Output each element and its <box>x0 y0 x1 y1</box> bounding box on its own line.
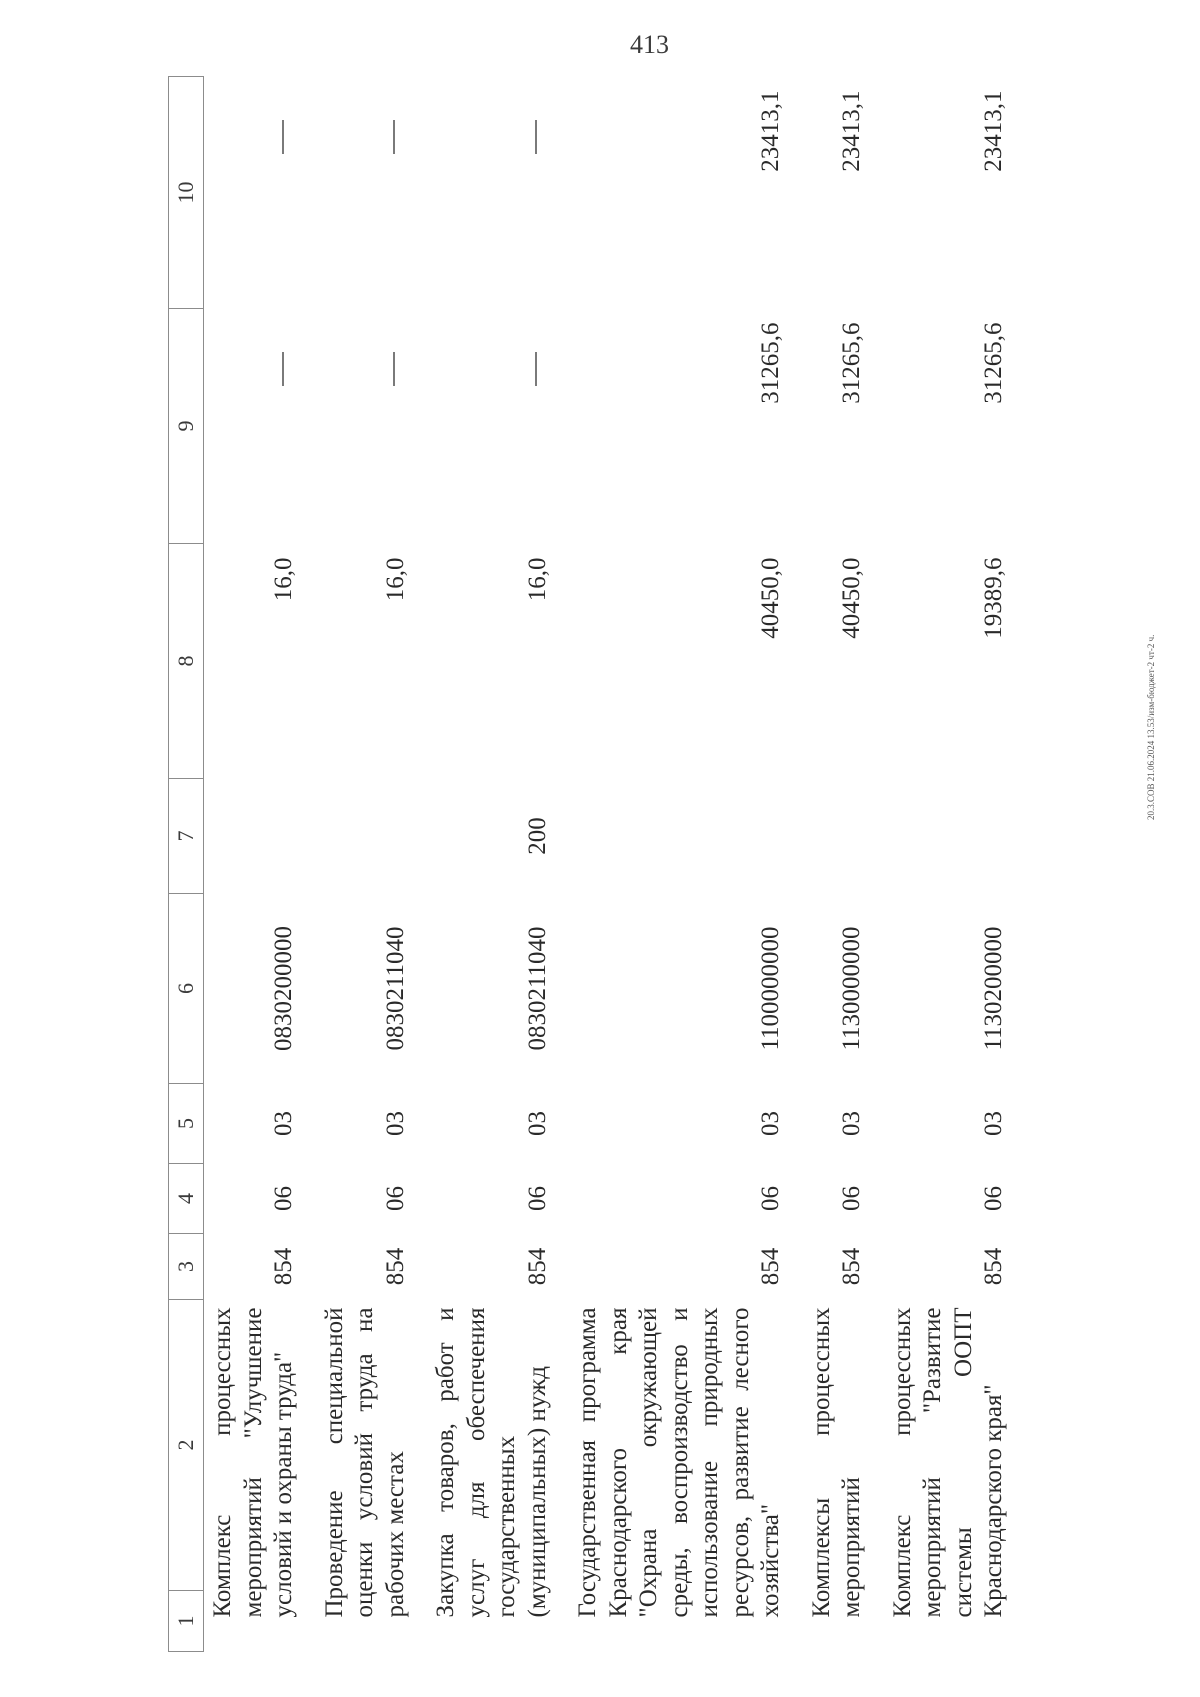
header-col-6: 6 <box>169 894 204 1084</box>
row-year2: 31265,6 <box>980 322 1007 404</box>
row-ved: 854 <box>270 1247 297 1286</box>
dash-mark <box>282 121 284 155</box>
row-csr: 1130200000 <box>980 926 1007 1051</box>
row-year3 <box>427 77 569 309</box>
row-csr: 0830211040 <box>523 926 551 1051</box>
header-col-1: 1 <box>169 1590 203 1651</box>
row-pr: 03 <box>838 1111 865 1136</box>
row-ved: 854 <box>838 1247 865 1286</box>
table-row <box>316 77 428 1652</box>
header-col-3: 3 <box>169 1234 204 1300</box>
row-year2 <box>427 309 569 544</box>
row-year3: 23413,1 <box>838 90 865 172</box>
header-col-5: 5 <box>169 1084 204 1164</box>
row-rz: 06 <box>523 1186 551 1211</box>
row-year1: 16,0 <box>270 557 297 602</box>
dash-mark <box>282 353 284 387</box>
row-name: Государственная программа Краснодарского края "Охрана окружающей среды, воспроизводство и использование природных ресурсов, развитие лесного хозяйства" <box>574 1307 784 1618</box>
row-csr: 0830200000 <box>270 926 297 1051</box>
row-year3: 23413,1 <box>757 90 784 172</box>
row-ved: 854 <box>980 1247 1007 1286</box>
table-header-row <box>169 77 204 1652</box>
header-cell <box>169 1300 204 1652</box>
row-name: Комплекс процессных мероприятий "Развитие системы ООПТ Краснодарского края" <box>888 1307 1007 1618</box>
dash-mark <box>535 353 537 387</box>
table-row <box>427 77 569 1652</box>
header-col-7: 7 <box>169 779 204 894</box>
row-vr <box>569 779 803 894</box>
row-pr: 03 <box>381 1111 409 1136</box>
table-row <box>204 77 316 1652</box>
row-rz: 06 <box>980 1186 1007 1211</box>
rotated-table-container <box>168 77 1198 1652</box>
row-pr: 03 <box>757 1111 784 1136</box>
row-pr: 03 <box>980 1111 1007 1136</box>
row-rz: 06 <box>757 1186 784 1211</box>
budget-table <box>168 76 1026 1652</box>
row-name: Комплекс процессных мероприятий "Улучшение условий и охраны труда" <box>209 1307 297 1618</box>
row-pr: 03 <box>523 1111 551 1136</box>
row-ved: 854 <box>523 1247 551 1286</box>
header-col-9: 9 <box>169 309 204 544</box>
row-name: Проведение специальной оценки условий труда на рабочих местах <box>320 1307 409 1618</box>
page-number: 413 <box>630 30 669 59</box>
row-csr: 1100000000 <box>757 926 784 1051</box>
row-pr: 03 <box>270 1111 297 1136</box>
row-year2: 31265,6 <box>838 322 865 404</box>
header-col-8: 8 <box>169 544 204 779</box>
header-col-4: 4 <box>169 1164 204 1234</box>
row-year1: 40450,0 <box>757 557 784 639</box>
row-name: Комплексы процессных мероприятий <box>807 1307 865 1618</box>
dash-mark <box>535 121 537 155</box>
header-col-10: 10 <box>169 77 204 309</box>
row-year1: 19389,6 <box>980 557 1007 639</box>
row-year1: 40450,0 <box>838 557 865 639</box>
row-vr <box>803 779 884 894</box>
row-year3: 23413,1 <box>980 90 1007 172</box>
row-vr <box>316 779 428 894</box>
row-csr: 0830211040 <box>381 926 409 1051</box>
dash-mark <box>393 353 395 387</box>
row-vr: 200 <box>523 817 551 855</box>
row-ved: 854 <box>381 1247 409 1286</box>
row-year2: 31265,6 <box>757 322 784 404</box>
table-row <box>803 77 884 1652</box>
row-ved: 854 <box>757 1247 784 1286</box>
row-csr: 1130000000 <box>838 926 865 1051</box>
row-rz: 06 <box>381 1186 409 1211</box>
row-name: Закупка товаров, работ и услуг для обеспечения государственных (муниципальных) нужд <box>432 1307 551 1618</box>
table-row <box>884 77 1026 1652</box>
row-rz: 06 <box>270 1186 297 1211</box>
row-year3 <box>204 77 316 309</box>
row-vr <box>204 779 316 894</box>
row-year2 <box>316 309 428 544</box>
row-year3 <box>316 77 428 309</box>
row-rz: 06 <box>838 1186 865 1211</box>
row-year1: 16,0 <box>523 557 551 602</box>
header-col-2: 2 <box>172 1439 198 1451</box>
row-vr <box>884 779 1026 894</box>
table-row <box>569 77 803 1652</box>
dash-mark <box>393 121 395 155</box>
row-year2 <box>204 309 316 544</box>
footer-stamp: 20.3.СОВ 21.06.2024 13.53/изм-бюджет-2 чт-2 ч. <box>1146 634 1156 820</box>
row-year1: 16,0 <box>381 557 409 602</box>
